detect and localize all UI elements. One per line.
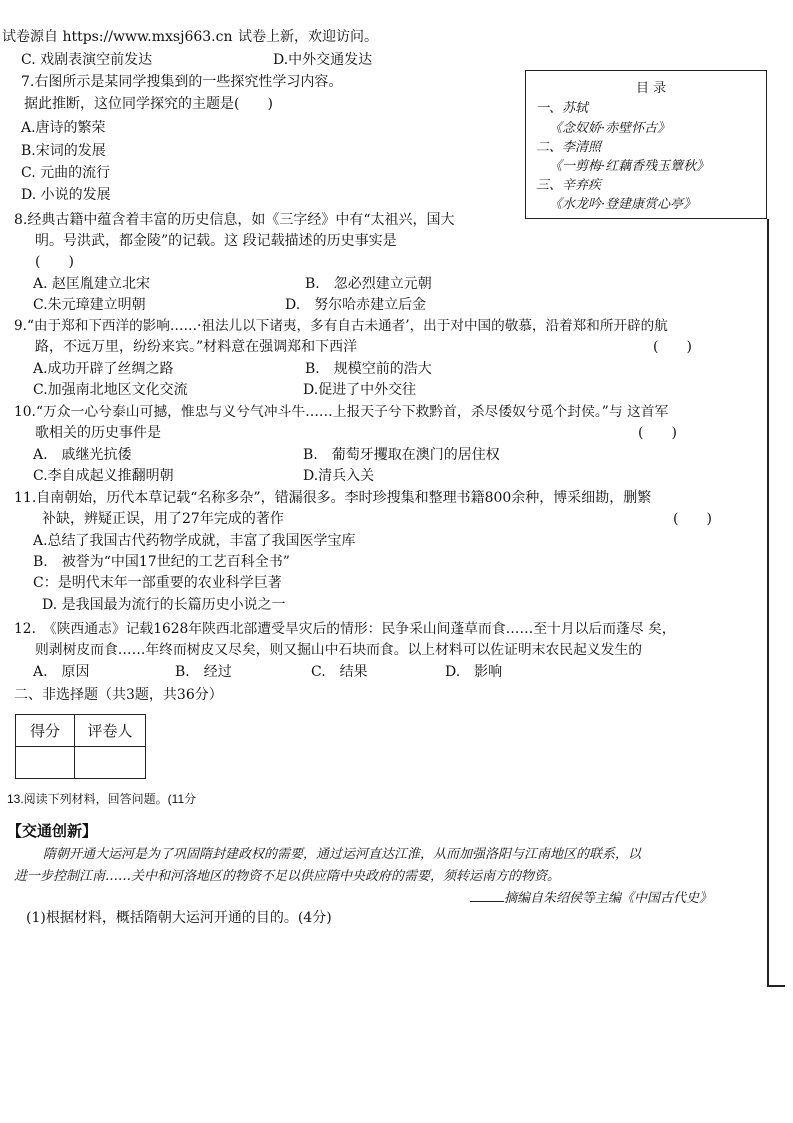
grader-cell [75, 747, 146, 779]
toc-item: 二、李清照 [536, 140, 602, 155]
welcome-text: 试卷上新，欢迎访问。 [238, 29, 378, 45]
toc-item: 《念奴娇·赤壁怀古》 [549, 121, 671, 136]
q12-option-a: A. 原因 [33, 664, 90, 680]
q8-answer-paren: ( ) [35, 254, 74, 270]
q11-answer-paren: ( ) [673, 511, 712, 527]
q10-option-b: B. 葡萄牙攫取在澳门的居住权 [303, 447, 500, 463]
q9-stem-line2: 路，不远万里，纷纷来宾。”材料意在强调郑和下西洋 [35, 339, 358, 355]
q7-option-a: A.唐诗的繁荣 [21, 120, 106, 136]
q8-option-d: D. 努尔哈赤建立后金 [285, 297, 427, 313]
q12-option-c: C. 结果 [311, 664, 368, 680]
q7-stem-line1: 7.右图所示是某同学搜集到的一些探究性学习内容。 [21, 74, 343, 90]
q13-heading: 【交通创新】 [7, 822, 98, 840]
source-url: 试卷源自 https://www.mxsj663.cn [2, 29, 233, 45]
q7-option-d: D. 小说的发展 [21, 187, 111, 203]
q13-material-line2: 进一步控制江南……关中和河洛地区的物资不足以供应隋中央政府的需要，须转运南方的物资。 [14, 869, 561, 884]
q9-answer-paren: ( ) [653, 339, 692, 355]
q7-stem-line2: 据此推断，这位同学探究的主题是( ) [24, 96, 273, 112]
score-cell [16, 747, 75, 779]
citation-dash [470, 889, 504, 902]
q9-option-a: A.成功开辟了丝绸之路 [33, 361, 174, 377]
q9-option-b: B. 规模空前的浩大 [305, 361, 432, 377]
toc-item: 《水龙吟·登建康赏心亭》 [549, 197, 697, 212]
q8-stem-line1: 8.经典古籍中蕴含着丰富的历史信息，如《三字经》中有“太祖兴，国大 [14, 212, 455, 228]
page-right-rule [767, 219, 769, 986]
q10-answer-paren: ( ) [638, 425, 677, 441]
q11-option-d: D. 是我国最为流行的长篇历史小说之一 [42, 597, 286, 613]
q10-stem-line2: 歌相关的历史事件是 [35, 425, 161, 441]
q12-stem-line2: 则剥树皮而食……年终而树皮又尽矣，则又掘山中石块而食。以上材料可以佐证明末农民起义发生的 [35, 642, 643, 658]
score-label: 得分 [16, 715, 75, 747]
q8-option-c: C.朱元璋建立明朝 [33, 297, 146, 313]
q10-option-c: C.李自成起义推翻明朝 [33, 468, 174, 484]
q12-option-d: D. 影响 [445, 664, 503, 680]
toc-item: 一、苏轼 [536, 101, 589, 116]
source-line [2, 29, 232, 46]
q9-stem-line1: 9.“由于郑和下西洋的影响……·祖法儿以下诸夷，多有自古未通者’，出于对中国的敬慕，沿着郑和所开辟的航 [14, 318, 668, 334]
q13-stem: 13.阅读下列材料，回答问题。(11分 [7, 792, 197, 806]
q11-option-b: B. 被誉为“中国17世纪的工艺百科全书” [33, 554, 290, 570]
citation-text: 摘编自朱绍侯等主编《中国古代史》 [504, 891, 713, 906]
toc-item: 《一剪梅·红藕香残玉簟秋》 [549, 159, 710, 174]
section-two-title: 二、非选择题（共3题，共36分） [14, 687, 223, 703]
toc-item: 三、辛弃疾 [536, 178, 602, 193]
toc-title: 目 录 [636, 81, 667, 96]
q12-option-b: B. 经过 [175, 664, 232, 680]
q6-option-c: C. 戏剧表演空前发达 [21, 52, 153, 68]
grader-label: 评卷人 [75, 715, 146, 747]
score-table [15, 714, 146, 779]
q10-option-d: D.清兵入关 [303, 468, 375, 484]
q11-stem-line2: 补缺，辨疑正误，用了27年完成的著作 [42, 511, 284, 527]
q9-option-d: D.促进了中外交往 [303, 382, 417, 398]
q8-stem-line2: 明。号洪武，都金陵”的记载。这 段记载描述的历史事实是 [35, 233, 397, 249]
q8-option-a: A. 赵匡胤建立北宋 [33, 276, 151, 292]
q7-option-c: C. 元曲的流行 [21, 165, 111, 181]
q12-stem-line1: 12. 《陕西通志》记载1628年陕西北部遭受旱灾后的情形：民争采山间蓬草而食……至十月以后而蓬尽 矣， [14, 621, 676, 637]
q9-option-c: C.加强南北地区文化交流 [33, 382, 188, 398]
table-of-contents-box [525, 70, 767, 219]
q11-option-c: C：是明代末年一部重要的农业科学巨著 [33, 575, 282, 591]
q13-citation [470, 889, 712, 907]
q11-option-a: A.总结了我国古代药物学成就，丰富了我国医学宝库 [33, 533, 356, 549]
q10-stem-line1: 10.“万众一心兮泰山可撼，惟忠与义兮气冲斗牛……上报天子兮下救黔首，杀尽倭奴兮觅个封侯。”与 这首军 [14, 404, 669, 420]
q11-stem-line1: 11.自南朝始，历代本草记载“名称多杂”，错漏很多。李时珍搜集和整理书籍800余种，博采细勘，删繁 [14, 490, 652, 506]
q10-option-a: A. 戚继光抗倭 [33, 447, 132, 463]
page-right-rule-foot [767, 985, 785, 987]
q13-subquestion-1: (1)根据材料，概括隋朝大运河开通的目的。(4分) [26, 910, 332, 926]
q8-option-b: B. 忽必烈建立元朝 [305, 276, 432, 292]
q7-option-b: B.宋词的发展 [21, 143, 106, 159]
q6-option-d: D.中外交通发达 [273, 52, 373, 68]
q13-material-line1: 隋朝开通大运河是为了巩固隋封建政权的需要，通过运河直达江淮，从而加强洛阳与江南地区的联系，以 [43, 847, 642, 862]
